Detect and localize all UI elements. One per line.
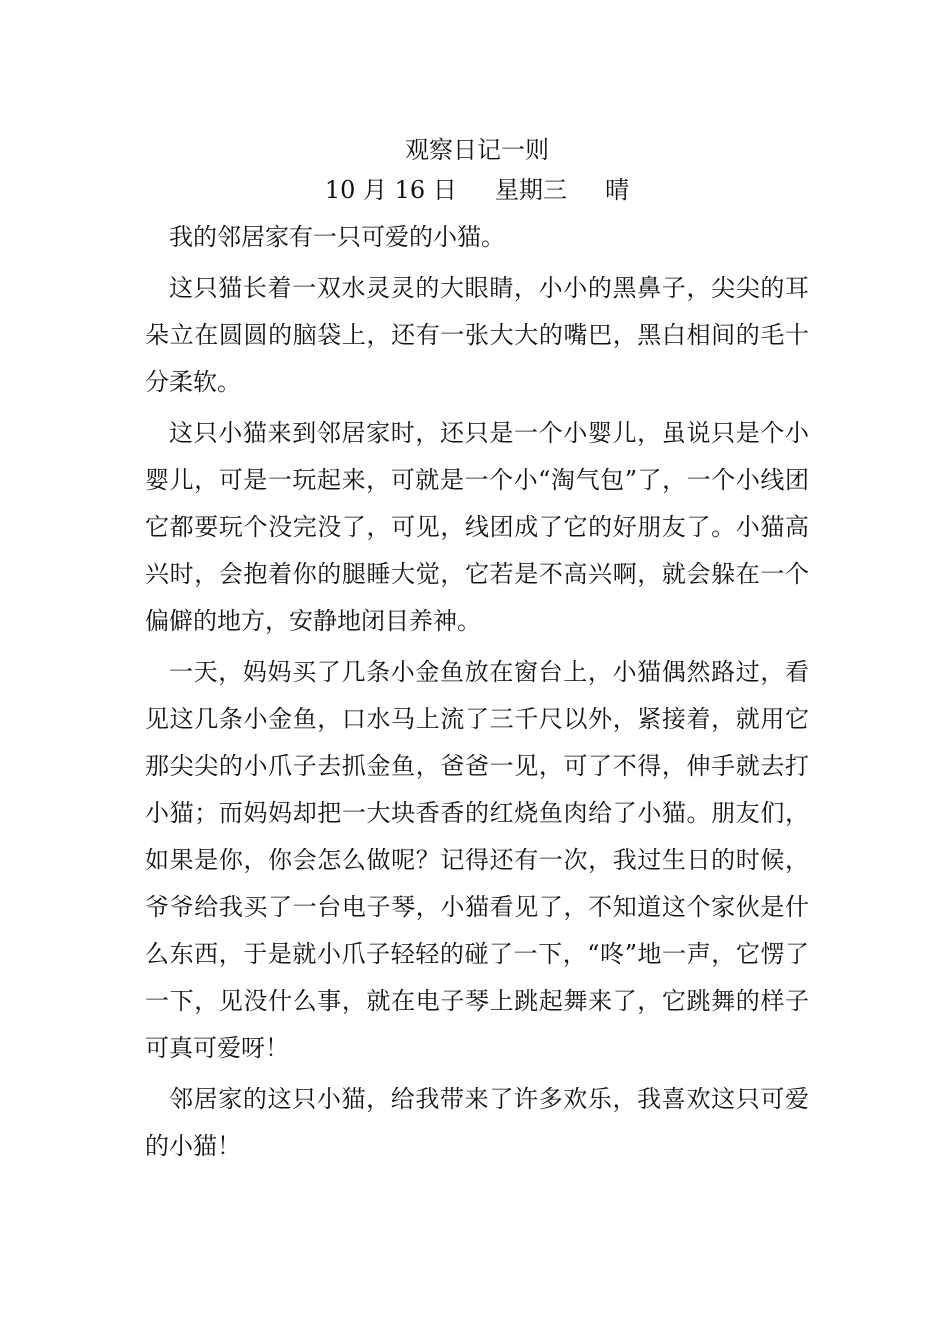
document-page	[145, 130, 809, 1174]
paragraph-4: 一天，妈妈买了几条小金鱼放在窗台上，小猫偶然路过，看见这几条小金鱼，口水马上流了三千尺以外，紧接着，就用它那尖尖的小爪子去抓金鱼，爸爸一见，可了不得，伸手就去打小猫；而妈妈却把一大块香香的红烧鱼肉给了小猫。朋友们，如果是你，你会怎么做呢？记得还有一次，我过生日的时候，爷爷给我买了一台电子琴，小猫看见了，不知道这个家伙是什么东西，于是就小爪子轻轻的碰了一下，“咚”地一声，它愣了一下，见没什么事，就在电子琴上跳起舞来了，它跳舞的样子可真可爱呀！	[145, 658, 809, 1062]
paragraph-1: 我的邻居家有一只可爱的小猫。	[169, 223, 505, 251]
paragraph-2: 这只猫长着一双水灵灵的大眼睛，小小的黑鼻子，尖尖的耳朵立在圆圆的脑袋上，还有一张大大的嘴巴，黑白相间的毛十分柔软。	[145, 274, 809, 396]
date-weather-line: 10 月 16 日 星期三 晴	[324, 176, 630, 204]
document-title: 观察日记一则	[405, 136, 549, 164]
paragraph-3: 这只小猫来到邻居家时，还只是一个小婴儿，虽说只是个小婴儿，可是一玩起来，可就是一个小“淘气包”了，一个小线团它都要玩个没完没了，可见，线团成了它的好朋友了。小猫高兴时，会抱着你的腿睡大觉，它若是不高兴啊，就会躲在一个偏僻的地方，安静地闭目养神。	[145, 419, 809, 635]
paragraph-5: 邻居家的这只小猫，给我带来了许多欢乐，我喜欢这只可爱的小猫！	[145, 1085, 809, 1160]
